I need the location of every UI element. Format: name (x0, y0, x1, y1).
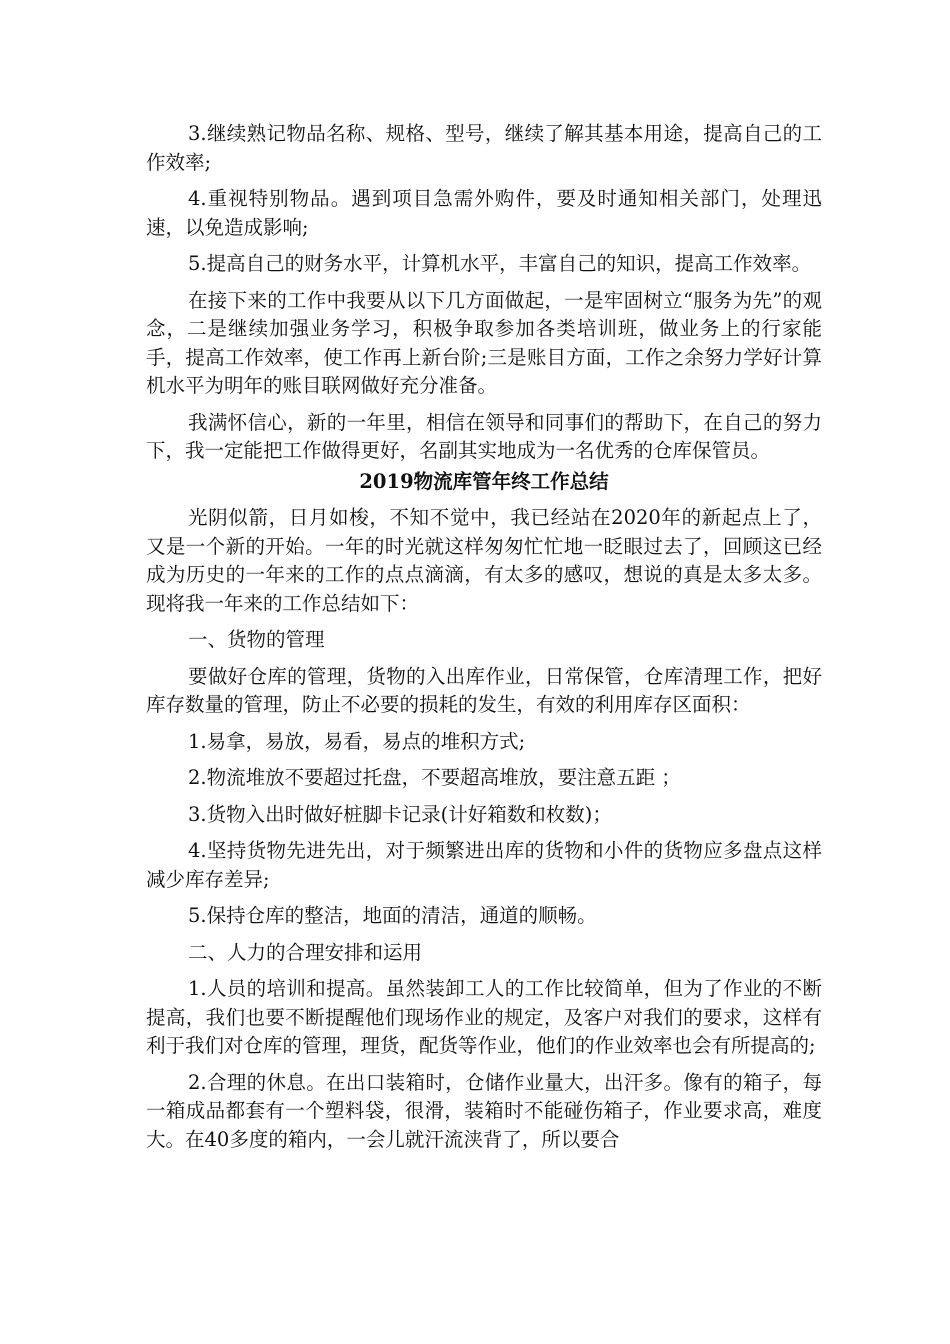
section-heading: 二、人力的合理安排和运用 (188, 940, 423, 964)
list-item: 2.合理的休息。在出口装箱时，仓储作业量大，出汗多。像有的箱子，每一箱成品都套有一个塑料袋，很滑，装箱时不能碰伤箱子，作业要求高，难度大。在40多度的箱内，一会儿就汗流浃背了，所以要合 (146, 1070, 822, 1151)
paragraph: 4.重视特别物品。遇到项目急需外购件，要及时通知相关部门，处理迅速，以免造成影响; (146, 187, 822, 239)
list-item: 4.坚持货物先进先出，对于频繁进出库的货物和小件的货物应多盘点这样减少库存差异; (146, 839, 822, 891)
list-item: 5.保持仓库的整洁，地面的清洁，通道的顺畅。 (188, 904, 597, 927)
list-item: 1.易拿，易放，易看，易点的堆积方式; (188, 729, 526, 753)
list-item: 2.物流堆放不要超过托盘，不要超高堆放，要注意五距 ； (188, 766, 681, 789)
list-item: 1.人员的培训和提高。虽然装卸工人的工作比较简单，但为了作业的不断提高，我们也要不断提醒他们现场作业的规定，及客户对我们的要求，这样有利于我们对仓库的管理，理货，配货等作业，他们的作业效率也会有所提高的; (146, 977, 822, 1057)
paragraph: 在接下来的工作中我要从以下几方面做起，一是牢固树立“服务为先”的观念，二是继续加强业务学习，积极争取参加各类培训班，做业务上的行家能手，提高工作效率，使工作再上新台阶;三是账目方面，工作之余努力学好计算机水平为明年的账目联网做好充分准备。 (146, 288, 822, 397)
paragraph: 5.提高自己的财务水平，计算机水平，丰富自己的知识，提高工作效率。 (188, 252, 812, 275)
paragraph: 3.继续熟记物品名称、规格、型号，继续了解其基本用途，提高自己的工作效率; (146, 122, 822, 174)
paragraph: 我满怀信心，新的一年里，相信在领导和同事们的帮助下，在自己的努力下，我一定能把工作做得更好，名副其实地成为一名优秀的仓库保管员。 (146, 410, 822, 462)
paragraph: 光阴似箭，日月如梭，不知不觉中，我已经站在2020年的新起点上了，又是一个新的开始。一年的时光就这样匆匆忙忙地一眨眼过去了，回顾这已经成为历史的一年来的工作的点点滴滴，有太多的感叹，想说的真是太多太多。现将我一年来的工作总结如下： (146, 506, 822, 615)
section-heading: 一、货物的管理 (188, 628, 325, 651)
section-title: 2019物流库管年终工作总结 (359, 469, 609, 493)
paragraph: 要做好仓库的管理，货物的入出库作业，日常保管，仓库清理工作，把好库存数量的管理，防止不必要的损耗的发生，有效的利用库存区面积： (146, 664, 822, 716)
list-item: 3.货物入出时做好桩脚卡记录(计好箱数和枚数)； (188, 802, 612, 826)
document-page (146, 120, 822, 1162)
